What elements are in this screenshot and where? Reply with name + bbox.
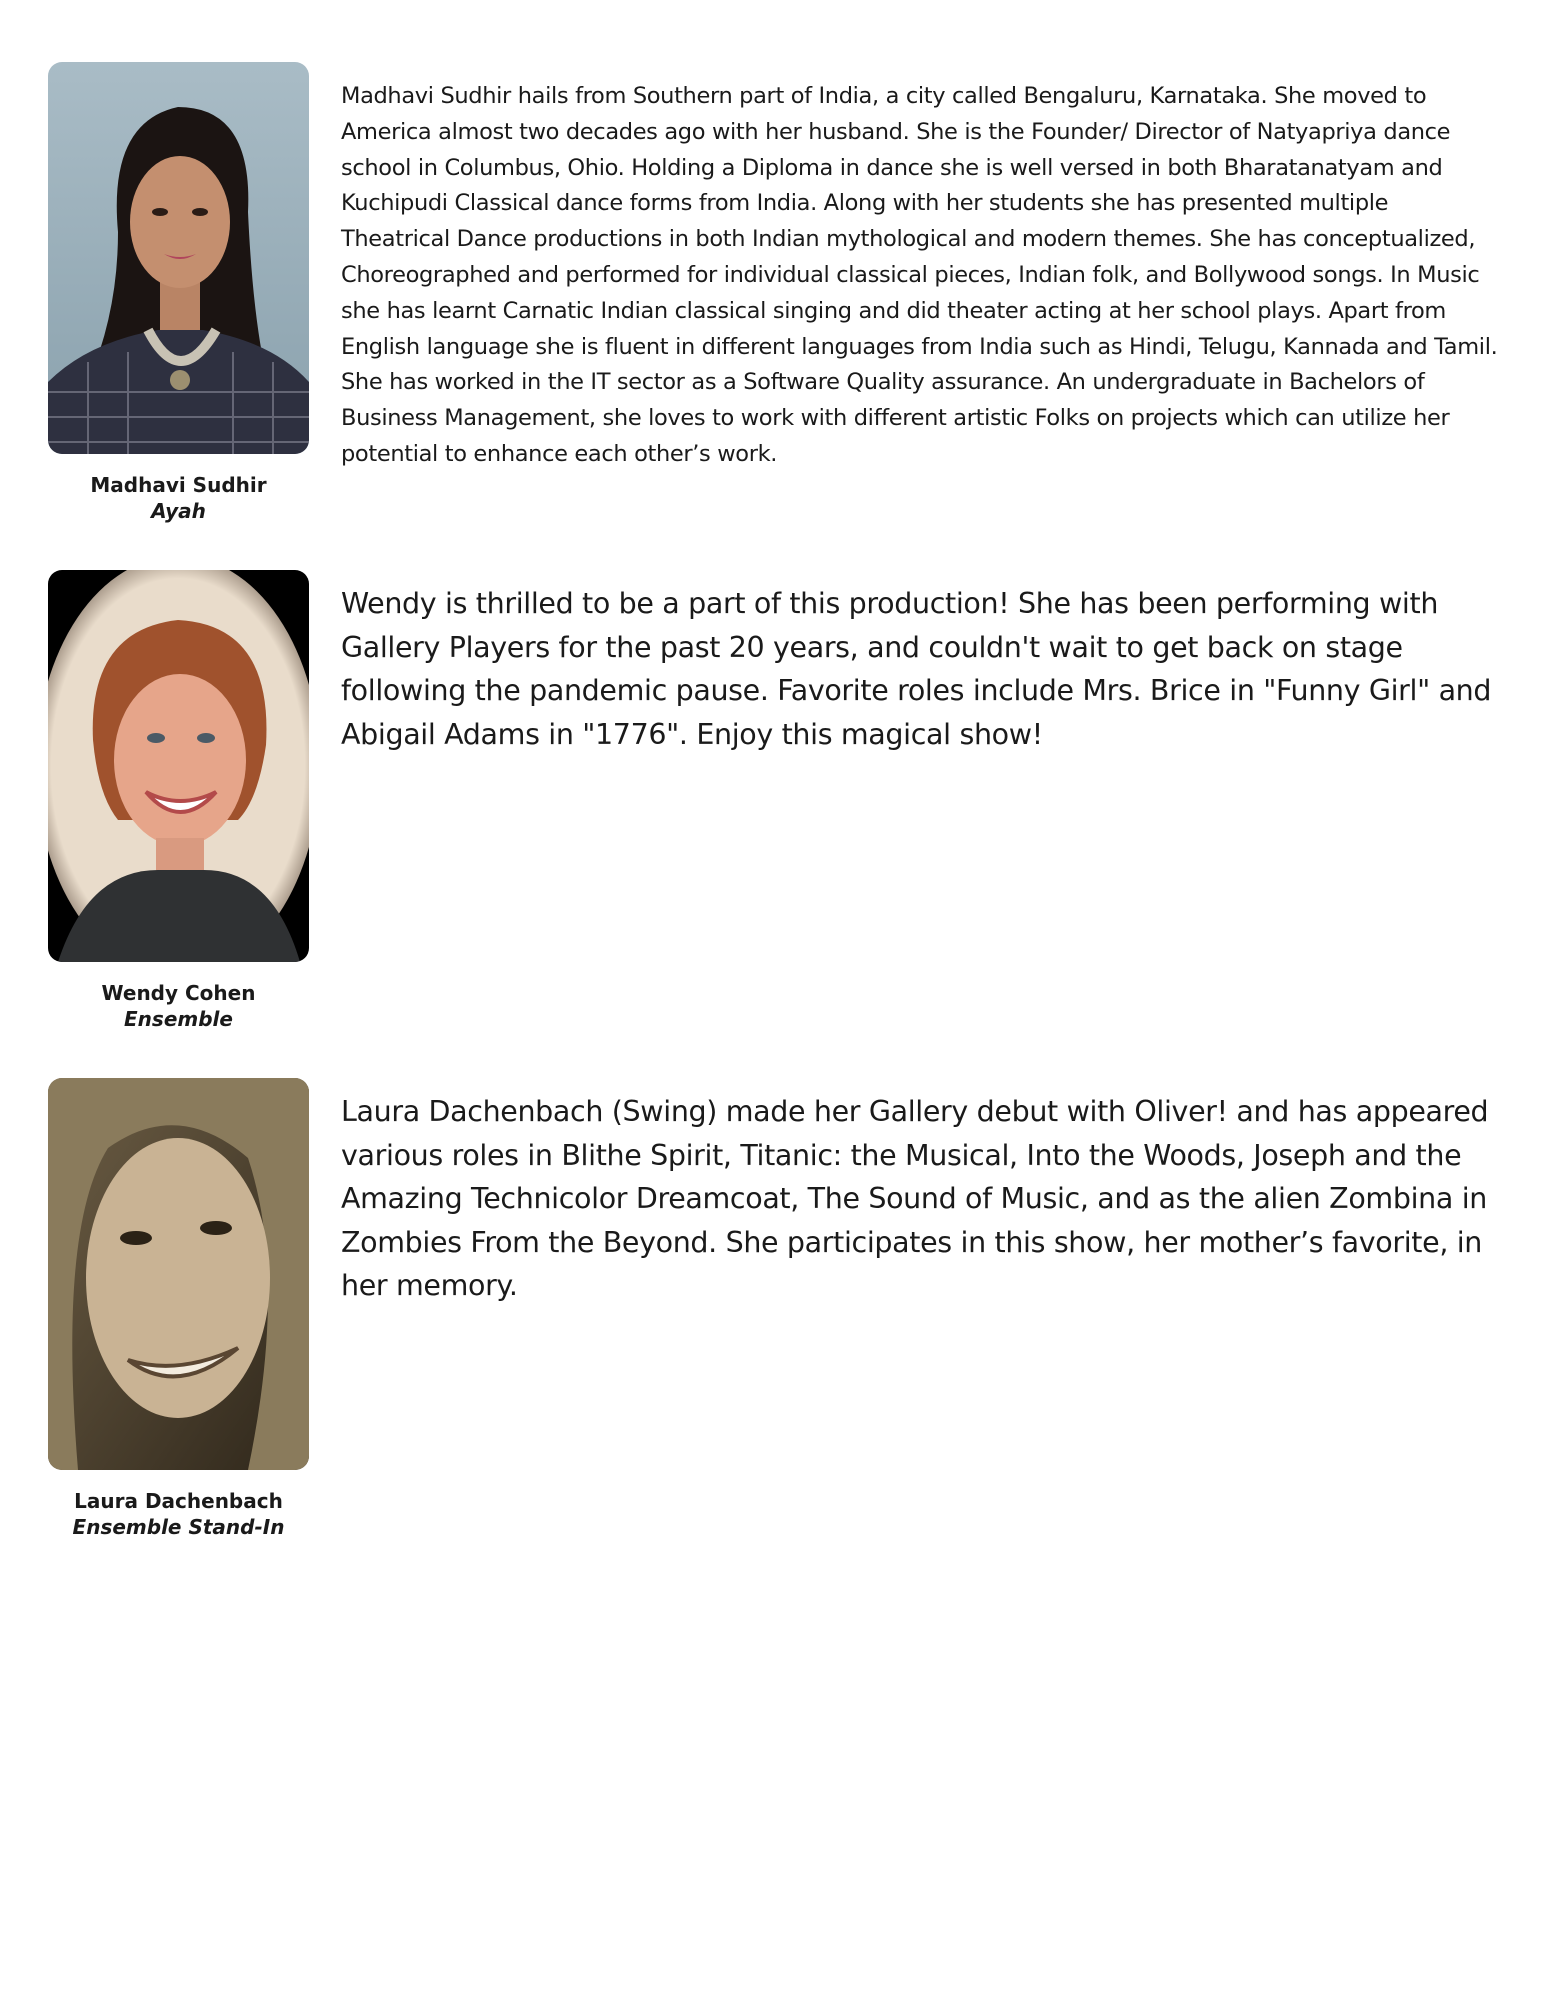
cast-role: Ensemble Stand-In (72, 1515, 285, 1539)
portrait-photo-laura (48, 1078, 309, 1470)
cast-name: Madhavi Sudhir (90, 473, 267, 497)
bio-text: Wendy is thrilled to be a part of this production! She has been performing with Gallery Players for the past 20 years, and couldn't wait to get back on stage following the pandemic pause. Favorite roles include Mrs. Brice in "Funny Girl" and Abigail Adams in "1776". Enjoy this magical show! (341, 587, 1492, 751)
cast-caption (48, 980, 309, 1032)
portrait-photo-madhavi (48, 62, 309, 454)
cast-role: Ensemble (124, 1007, 233, 1031)
cast-caption (48, 1488, 309, 1540)
bio-text: Laura Dachenbach (Swing) made her Gallery debut with Oliver! and has appeared various roles in Blithe Spirit, Titanic: the Musical, Into the Woods, Joseph and the Amazing Technicolor Dreamcoat, The Sound of Music, and as the alien Zombina in Zombies From the Beyond. She participates in this show, her mother’s favorite, in her memory. (341, 1095, 1489, 1302)
bio-text: Madhavi Sudhir hails from Southern part of India, a city called Bengaluru, Karnataka. She moved to America almost two decades ago with her husband. She is the Founder/ Director of Natyapriya dance school in Columbus, Ohio. Holding a Diploma in dance she is well versed in both Bharatanatyam and Kuchipudi Classical dance forms from India. Along with her students she has presented multiple Theatrical Dance productions in both Indian mythological and modern themes. She has conceptualized, Choreographed and performed for individual classical pieces, Indian folk, and Bollywood songs. In Music she has learnt Carnatic Indian classical singing and did theater acting at her school plays. Apart from English language she is fluent in different languages from India such as Hindi, Telugu, Kannada and Tamil. She has worked in the IT sector as a Software Quality assurance. An undergraduate in Bachelors of Business Management, she loves to work with different artistic Folks on projects which can utilize her potential to enhance each other’s work. (341, 83, 1498, 467)
cast-role: Ayah (151, 499, 206, 523)
cast-name: Laura Dachenbach (74, 1489, 283, 1513)
portrait-photo-wendy (48, 570, 309, 962)
cast-name: Wendy Cohen (101, 981, 256, 1005)
cast-caption (48, 472, 309, 524)
